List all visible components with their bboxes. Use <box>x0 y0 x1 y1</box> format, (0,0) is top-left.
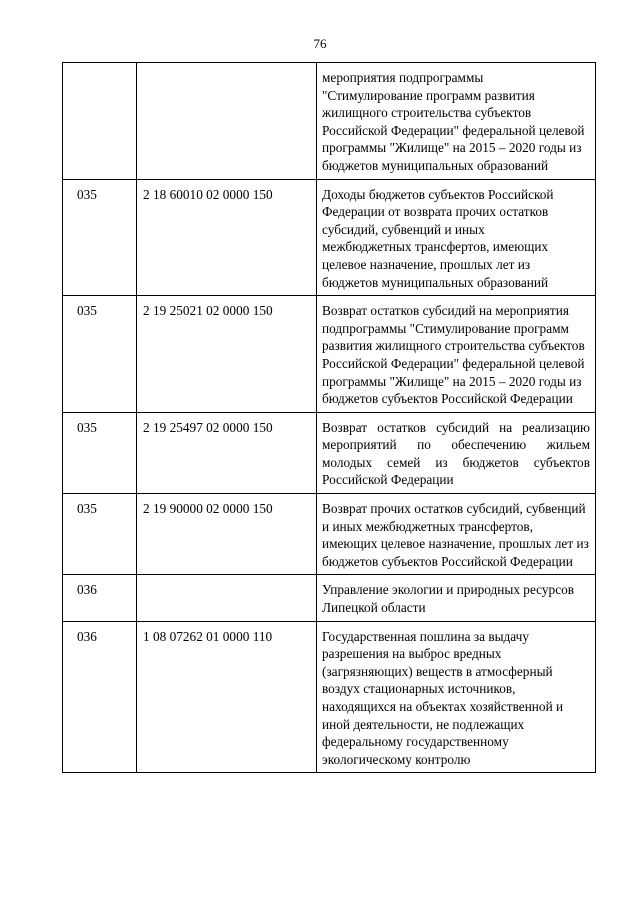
table-row <box>63 412 596 493</box>
classification-code-cell <box>137 63 317 180</box>
table-row <box>63 494 596 575</box>
table-row <box>63 296 596 413</box>
classification-code-cell: 2 19 25497 02 0000 150 <box>137 412 317 493</box>
admin-code-cell: 035 <box>63 296 137 413</box>
table-row <box>63 179 596 296</box>
classification-code-cell: 2 19 25021 02 0000 150 <box>137 296 317 413</box>
revenue-name-cell: Государственная пошлина за выдачу разрешения на выброс вредных (загрязняющих) веществ в атмосферный воздух стационарных источников, находящихся на объектах хозяйственной и иной деятельности, не подлежащих федеральному государственному экологическому контролю <box>317 621 596 773</box>
admin-code-cell: 035 <box>63 412 137 493</box>
table-row <box>63 63 596 180</box>
table-row <box>63 575 596 621</box>
revenue-name-cell: Доходы бюджетов субъектов Российской Федерации от возврата прочих остатков субсидий, субвенций и иных межбюджетных трансфертов, имеющих целевое назначение, прошлых лет из бюджетов муниципальных образований <box>317 179 596 296</box>
classification-code-cell: 2 18 60010 02 0000 150 <box>137 179 317 296</box>
admin-code-cell: 035 <box>63 494 137 575</box>
revenue-name-line: Возврат остатков субсидий на реализацию <box>322 419 590 435</box>
admin-code-cell <box>63 63 137 180</box>
revenue-name-cell: Возврат прочих остатков субсидий, субвенций и иных межбюджетных трансфертов, имеющих целевое назначение, прошлых лет из бюджетов субъектов Российской Федерации <box>317 494 596 575</box>
classification-code-cell: 2 19 90000 02 0000 150 <box>137 494 317 575</box>
revenue-name-cell <box>317 412 596 493</box>
revenue-name-cell: Возврат остатков субсидий на мероприятия подпрограммы "Стимулирование программ развития жилищного строительства субъектов Российской Федерации" федеральной целевой программы "Жилище" на 2015 – 2020 годы из бюджетов субъектов Российской Федерации <box>317 296 596 413</box>
revenue-name-cell: мероприятия подпрограммы "Стимулирование программ развития жилищного строительства субъектов Российской Федерации" федеральной целевой программы "Жилище" на 2015 – 2020 годы из бюджетов муниципальных образований <box>317 63 596 180</box>
page-number: 76 <box>313 36 327 51</box>
revenue-name-line: Российской Федерации <box>322 472 454 488</box>
revenue-name-line: мероприятий по обеспечению жильем <box>322 437 590 453</box>
admin-code-cell: 035 <box>63 179 137 296</box>
budget-classification-table <box>62 62 596 773</box>
admin-code-cell: 036 <box>63 621 137 773</box>
classification-code-cell <box>137 575 317 621</box>
classification-code-cell: 1 08 07262 01 0000 110 <box>137 621 317 773</box>
revenue-name-line: молодых семей из бюджетов субъектов <box>322 454 590 470</box>
revenue-name-cell: Управление экологии и природных ресурсов Липецкой области <box>317 575 596 621</box>
table-row <box>63 621 596 773</box>
admin-code-cell: 036 <box>63 575 137 621</box>
